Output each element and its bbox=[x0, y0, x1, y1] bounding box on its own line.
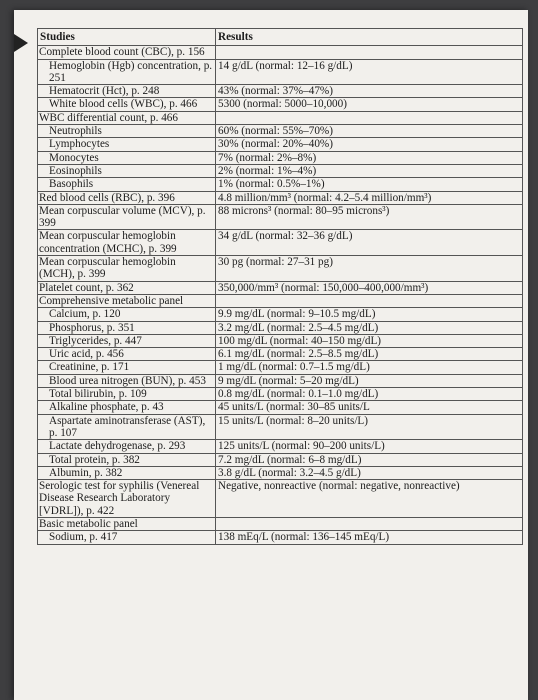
paper-sheet bbox=[14, 10, 528, 700]
result-cell: 4.8 million/mm³ (normal: 4.2–5.4 million/mm³) bbox=[216, 191, 523, 204]
result-cell: 0.8 mg/dL (normal: 0.1–1.0 mg/dL) bbox=[216, 388, 523, 401]
table-row bbox=[38, 480, 523, 518]
result-cell: 1% (normal: 0.5%–1%) bbox=[216, 178, 523, 191]
study-cell: Mean corpuscular hemoglobin (MCH), p. 399 bbox=[38, 256, 216, 282]
table-row bbox=[38, 374, 523, 387]
table-row bbox=[38, 334, 523, 347]
table-row bbox=[38, 138, 523, 151]
study-cell: Sodium, p. 417 bbox=[38, 531, 216, 544]
table-row bbox=[38, 46, 523, 59]
study-cell: Mean corpuscular volume (MCV), p. 399 bbox=[38, 204, 216, 230]
study-cell: Blood urea nitrogen (BUN), p. 453 bbox=[38, 374, 216, 387]
table-row bbox=[38, 230, 523, 256]
table-row bbox=[38, 401, 523, 414]
result-cell: 15 units/L (normal: 8–20 units/L) bbox=[216, 414, 523, 440]
table-header-row bbox=[38, 29, 523, 46]
result-cell: Negative, nonreactive (normal: negative, nonreactive) bbox=[216, 480, 523, 518]
result-cell: 30% (normal: 20%–40%) bbox=[216, 138, 523, 151]
table-row bbox=[38, 531, 523, 544]
study-cell: Lactate dehydrogenase, p. 293 bbox=[38, 440, 216, 453]
study-cell: Eosinophils bbox=[38, 164, 216, 177]
study-cell: Mean corpuscular hemoglobin concentration (MCHC), p. 399 bbox=[38, 230, 216, 256]
table-body bbox=[38, 46, 523, 544]
header-results: Results bbox=[216, 29, 523, 46]
result-cell: 9.9 mg/dL (normal: 9–10.5 mg/dL) bbox=[216, 308, 523, 321]
study-cell: Total bilirubin, p. 109 bbox=[38, 388, 216, 401]
study-cell: Complete blood count (CBC), p. 156 bbox=[38, 46, 216, 59]
table-row bbox=[38, 388, 523, 401]
study-cell: Basophils bbox=[38, 178, 216, 191]
result-cell: 45 units/L (normal: 30–85 units/L bbox=[216, 401, 523, 414]
result-cell: 2% (normal: 1%–4%) bbox=[216, 164, 523, 177]
result-cell: 6.1 mg/dL (normal: 2.5–8.5 mg/dL) bbox=[216, 348, 523, 361]
study-cell: Platelet count, p. 362 bbox=[38, 281, 216, 294]
table-row bbox=[38, 151, 523, 164]
study-cell: Comprehensive metabolic panel bbox=[38, 294, 216, 307]
result-cell: 1 mg/dL (normal: 0.7–1.5 mg/dL) bbox=[216, 361, 523, 374]
table-row bbox=[38, 361, 523, 374]
study-cell: Monocytes bbox=[38, 151, 216, 164]
study-cell: Hematocrit (Hct), p. 248 bbox=[38, 85, 216, 98]
table-row bbox=[38, 440, 523, 453]
result-cell: 3.8 g/dL (normal: 3.2–4.5 g/dL) bbox=[216, 466, 523, 479]
study-cell: Triglycerides, p. 447 bbox=[38, 334, 216, 347]
table-row bbox=[38, 191, 523, 204]
table-row bbox=[38, 321, 523, 334]
study-cell: Calcium, p. 120 bbox=[38, 308, 216, 321]
study-cell: Hemoglobin (Hgb) concentration, p. 251 bbox=[38, 59, 216, 85]
table-row bbox=[38, 164, 523, 177]
result-cell: 30 pg (normal: 27–31 pg) bbox=[216, 256, 523, 282]
result-cell: 9 mg/dL (normal: 5–20 mg/dL) bbox=[216, 374, 523, 387]
table-row bbox=[38, 111, 523, 124]
table-row bbox=[38, 98, 523, 111]
table-row bbox=[38, 281, 523, 294]
study-cell: WBC differential count, p. 466 bbox=[38, 111, 216, 124]
result-cell: 125 units/L (normal: 90–200 units/L) bbox=[216, 440, 523, 453]
study-cell: White blood cells (WBC), p. 466 bbox=[38, 98, 216, 111]
arrow-marker-icon bbox=[14, 34, 28, 52]
result-cell bbox=[216, 111, 523, 124]
table-row bbox=[38, 59, 523, 85]
study-cell: Serologic test for syphilis (Venereal Disease Research Laboratory [VDRL]), p. 422 bbox=[38, 480, 216, 518]
result-cell: 88 microns³ (normal: 80–95 microns³) bbox=[216, 204, 523, 230]
result-cell: 14 g/dL (normal: 12–16 g/dL) bbox=[216, 59, 523, 85]
result-cell: 3.2 mg/dL (normal: 2.5–4.5 mg/dL) bbox=[216, 321, 523, 334]
table-row bbox=[38, 453, 523, 466]
result-cell: 34 g/dL (normal: 32–36 g/dL) bbox=[216, 230, 523, 256]
table-row bbox=[38, 517, 523, 530]
study-cell: Albumin, p. 382 bbox=[38, 466, 216, 479]
table-row bbox=[38, 204, 523, 230]
lab-results-table bbox=[37, 28, 523, 545]
result-cell: 350,000/mm³ (normal: 150,000–400,000/mm³) bbox=[216, 281, 523, 294]
result-cell: 5300 (normal: 5000–10,000) bbox=[216, 98, 523, 111]
study-cell: Creatinine, p. 171 bbox=[38, 361, 216, 374]
study-cell: Neutrophils bbox=[38, 125, 216, 138]
result-cell: 138 mEq/L (normal: 136–145 mEq/L) bbox=[216, 531, 523, 544]
table-row bbox=[38, 308, 523, 321]
study-cell: Lymphocytes bbox=[38, 138, 216, 151]
study-cell: Phosphorus, p. 351 bbox=[38, 321, 216, 334]
result-cell: 100 mg/dL (normal: 40–150 mg/dL) bbox=[216, 334, 523, 347]
table-row bbox=[38, 294, 523, 307]
table-row bbox=[38, 414, 523, 440]
table-row bbox=[38, 85, 523, 98]
table-row bbox=[38, 125, 523, 138]
table-row bbox=[38, 348, 523, 361]
table-row bbox=[38, 466, 523, 479]
study-cell: Total protein, p. 382 bbox=[38, 453, 216, 466]
result-cell: 60% (normal: 55%–70%) bbox=[216, 125, 523, 138]
study-cell: Alkaline phosphate, p. 43 bbox=[38, 401, 216, 414]
result-cell bbox=[216, 46, 523, 59]
table-row bbox=[38, 256, 523, 282]
study-cell: Red blood cells (RBC), p. 396 bbox=[38, 191, 216, 204]
header-studies: Studies bbox=[38, 29, 216, 46]
result-cell: 43% (normal: 37%–47%) bbox=[216, 85, 523, 98]
table-row bbox=[38, 178, 523, 191]
study-cell: Basic metabolic panel bbox=[38, 517, 216, 530]
result-cell: 7.2 mg/dL (normal: 6–8 mg/dL) bbox=[216, 453, 523, 466]
result-cell bbox=[216, 294, 523, 307]
study-cell: Aspartate aminotransferase (AST), p. 107 bbox=[38, 414, 216, 440]
result-cell: 7% (normal: 2%–8%) bbox=[216, 151, 523, 164]
result-cell bbox=[216, 517, 523, 530]
study-cell: Uric acid, p. 456 bbox=[38, 348, 216, 361]
